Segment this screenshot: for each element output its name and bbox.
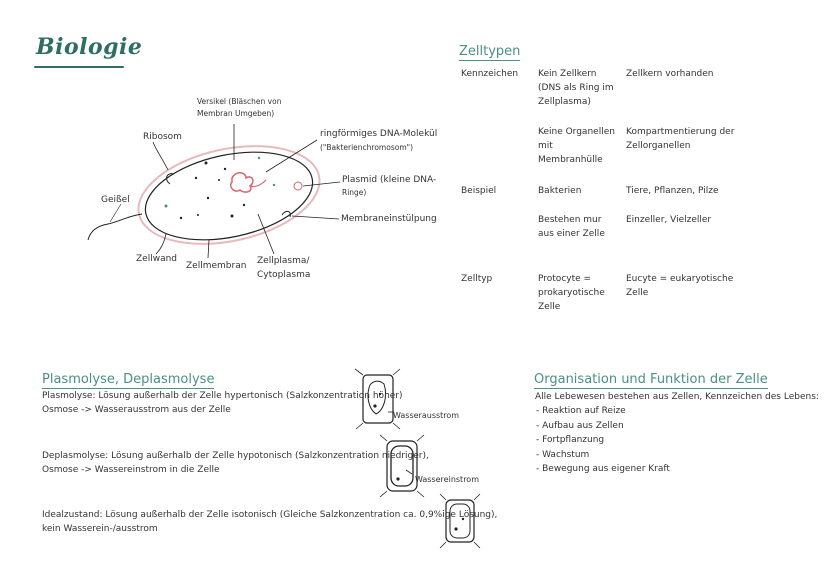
list-item: - Bewegung aus eigener Kraft bbox=[536, 464, 670, 474]
organisation-heading: Organisation und Funktion der Zelle bbox=[534, 372, 768, 387]
page-title: Biologie bbox=[36, 34, 143, 60]
label-plasmid-line2: Ringe) bbox=[342, 188, 367, 197]
zelltypen-row-label: Beispiel bbox=[461, 186, 497, 196]
zelltypen-cell: Eucyte = eukaryotische Zelle bbox=[626, 274, 734, 298]
zelltypen-cell: Tiere, Pflanzen, Pilze bbox=[626, 186, 719, 196]
plasmolyse-heading: Plasmolyse, Deplasmolyse bbox=[42, 372, 215, 387]
label-dna-line2: ("Bakterienchromosom") bbox=[320, 143, 414, 152]
zelltypen-row-label: Zelltyp bbox=[461, 274, 493, 284]
deplasmolyse-text-line2: Osmose -> Wassereinstrom in die Zelle bbox=[42, 465, 220, 475]
label-wassereinstrom: Wassereinstrom bbox=[415, 475, 479, 484]
plasmolyse-text-line1: Plasmolyse: Lösung außerhalb der Zelle hypertonisch (Salzkonzentration höher) bbox=[42, 391, 403, 401]
dna-molecule bbox=[231, 173, 253, 192]
label-dna-line1: ringförmiges DNA-Molekül bbox=[320, 129, 438, 139]
zelltypen-cell: Einzeller, Vielzeller bbox=[626, 215, 712, 225]
zelltypen-cell: Keine Organellen mit Membranhülle bbox=[538, 127, 615, 165]
label-geissel: Geißel bbox=[101, 195, 130, 205]
zelltypen-cell: Bestehen mur aus einer Zelle bbox=[538, 215, 605, 239]
list-item: - Aufbau aus Zellen bbox=[536, 420, 624, 431]
label-vesikel-line2: Membran Umgeben) bbox=[197, 109, 275, 118]
zelltypen-cell: Bakterien bbox=[538, 186, 582, 196]
list-item: - Wachstum bbox=[536, 449, 590, 460]
list-item: - Reaktion auf Reize bbox=[536, 406, 626, 416]
idealzustand-text-line1: Idealzustand: Lösung außerhalb der Zelle isotonisch (Gleiche Salzkonzentration ca. 0,9%ige Lösung), bbox=[42, 510, 498, 520]
label-vesikel-line1: Versikel (Bläschen von bbox=[197, 97, 282, 106]
cell-membrane-outline bbox=[137, 138, 320, 254]
label-plasmid-line1: Plasmid (kleine DNA- bbox=[342, 175, 437, 185]
label-zellplasma-line2: Cytoplasma bbox=[257, 270, 311, 280]
zelltypen-cell: Kompartmentierung der Zellorganellen bbox=[626, 127, 735, 151]
plasmid bbox=[294, 182, 302, 190]
zelltypen-heading: Zelltypen bbox=[459, 44, 521, 59]
label-ribosom: Ribosom bbox=[143, 132, 182, 142]
label-membraneinstuelpung: Membraneinstülpung bbox=[341, 214, 437, 224]
label-zellwand: Zellwand bbox=[136, 254, 177, 264]
zelltypen-row-label: Kennzeichen bbox=[461, 69, 519, 79]
plasmolyse-text-line2: Osmose -> Wasserausstrom aus der Zelle bbox=[42, 405, 231, 415]
label-wasserausstrom: Wasserausstrom bbox=[393, 411, 460, 420]
zelltypen-cell: Protocyte = prokaryotische Zelle bbox=[538, 274, 605, 312]
label-zellmembran: Zellmembran bbox=[186, 261, 247, 271]
organisation-intro: Alle Lebewesen bestehen aus Zellen, Kennzeichen des Lebens: bbox=[535, 392, 819, 402]
flagellum bbox=[88, 214, 142, 240]
cell-wall-outline bbox=[129, 131, 328, 259]
deplasmolysis-cell-drawing bbox=[380, 435, 424, 497]
list-item: - Fortpflanzung bbox=[536, 435, 605, 445]
label-zellplasma-line1: Zellplasma/ bbox=[257, 256, 310, 266]
membrane-invagination bbox=[282, 211, 290, 217]
zelltypen-cell: Kein Zellkern (DNS als Ring im Zellplasma) bbox=[538, 69, 614, 107]
zelltypen-cell: Zellkern vorhanden bbox=[626, 69, 714, 79]
organisation-list bbox=[536, 404, 670, 477]
idealzustand-text-line2: kein Wasserein-/ausstrom bbox=[42, 524, 158, 534]
deplasmolyse-text-line1: Deplasmolyse: Lösung außerhalb der Zelle hypotonisch (Salzkonzentration niedriger), bbox=[42, 451, 429, 461]
